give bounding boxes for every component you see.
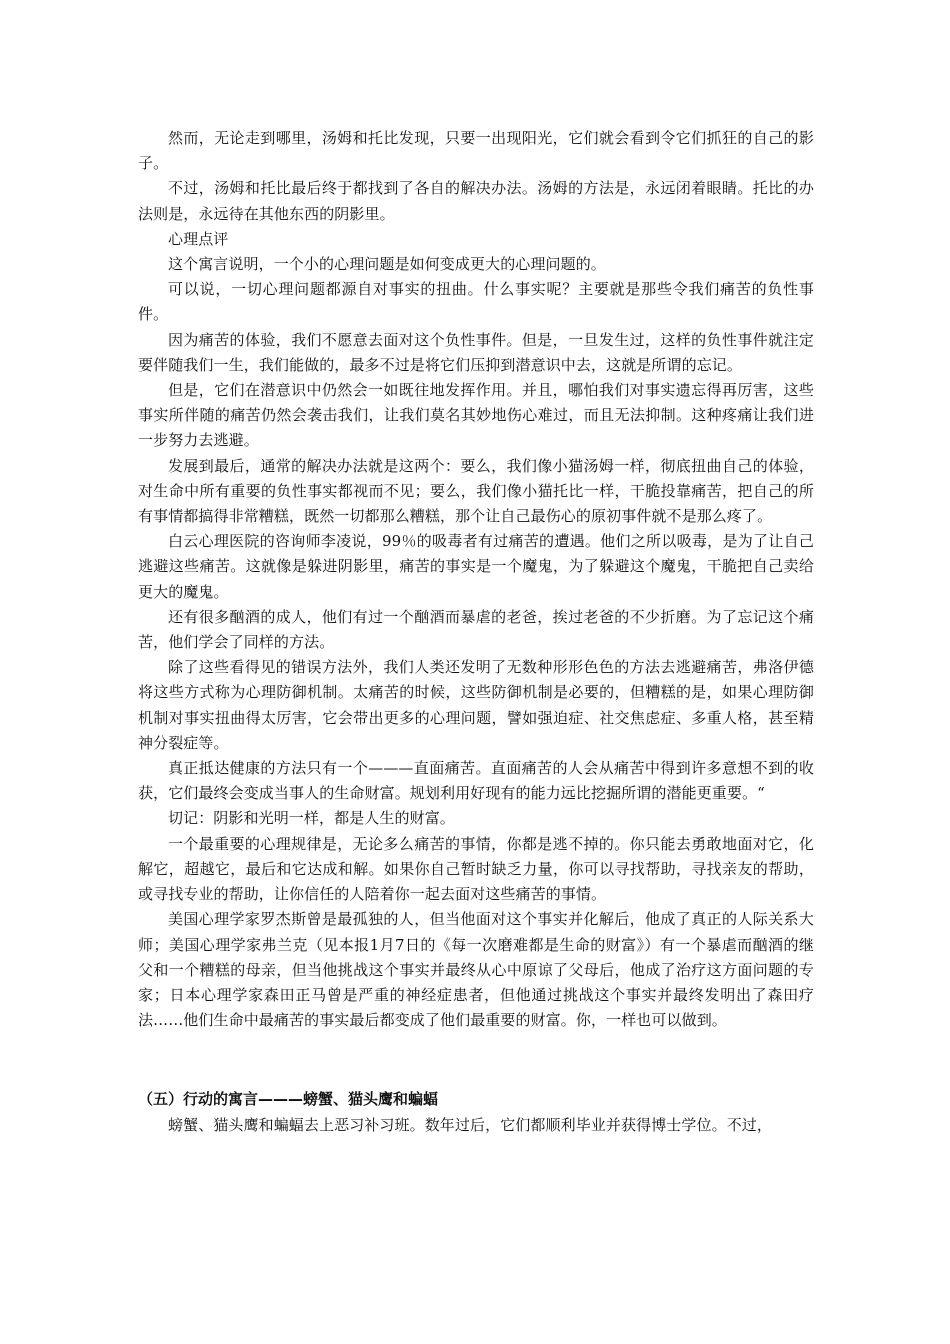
paragraph: 一个最重要的心理规律是，无论多么痛苦的事情，你都是逃不掉的。你只能去勇敢地面对它，化解它，超越它，最后和它达成和解。如果你自己暂时缺乏力量，你可以寻找帮助，寻找亲友的帮助，或寻找专业的帮助，让你信任的人陪着你一起去面对这些痛苦的事情。 — [138, 834, 814, 904]
paragraph: 但是，它们在潜意识中仍然会一如既往地发挥作用。并且，哪怕我们对事实遗忘得再厉害，这些事实所伴随的痛苦仍然会袭击我们，让我们莫名其妙地伤心难过，而且无法抑制。这种疼痛让我们进一步努力去逃避。 — [138, 381, 814, 450]
paragraph: 白云心理医院的咨询师李凌说，99％的吸毒者有过痛苦的遭遇。他们之所以吸毒，是为了让自己逃避这些痛苦。这就像是躲进阴影里，痛苦的事实是一个魔鬼，为了躲避这个魔鬼，干脆把自己卖给更大的魔鬼。 — [138, 532, 814, 601]
paragraph: 真正抵达健康的方法只有一个———直面痛苦。直面痛苦的人会从痛苦中得到许多意想不到的收获，它们最终会变成当事人的生命财富。规划利用好现有的能力远比挖掘所谓的潜能更重要。“ — [138, 759, 814, 803]
paragraph: 除了这些看得见的错误方法外，我们人类还发明了无数种形形色色的方法去逃避痛苦，弗洛伊德将这些方式称为心理防御机制。太痛苦的时候，这些防御机制是必要的，但糟糕的是，如果心理防御机制对事实扭曲得太厉害，它会带出更多的心理问题，譬如强迫症、社交焦虑症、多重人格，甚至精神分裂症等。 — [138, 658, 814, 752]
paragraph: 因为痛苦的体验，我们不愿意去面对这个负性事件。但是，一旦发生过，这样的负性事件就注定要伴随我们一生，我们能做的，最多不过是将它们压抑到潜意识中去，这就是所谓的忘记。 — [138, 330, 814, 374]
paragraph: 不过，汤姆和托比最后终于都找到了各自的解决办法。汤姆的方法是，永远闭着眼睛。托比的办法则是，永远待在其他东西的阴影里。 — [138, 179, 814, 223]
subheading-psych-review: 心理点评 — [168, 229, 229, 248]
section-spacer — [138, 1033, 814, 1087]
paragraph: 螃蟹、猫头鹰和蝙蝠去上恶习补习班。数年过后，它们都顺利毕业并获得博士学位。不过， — [168, 1115, 773, 1134]
paragraph: 可以说，一切心理问题都源自对事实的扭曲。什么事实呢？主要就是那些令我们痛苦的负性事件。 — [138, 280, 814, 324]
paragraph: 美国心理学家罗杰斯曾是最孤独的人，但当他面对这个事实并化解后，他成了真正的人际关系大师；美国心理学家弗兰克（见本报1月7日的《每一次磨难都是生命的财富》）有一个暴虐而酗酒的继父和一个糟糕的母亲，但当他挑战这个事实并最终从心中原谅了父母后，他成了治疗这方面问题的专家；日本心理学家森田正马曾是严重的神经症患者，但他通过挑战这个事实并最终发明出了森田疗法……他们生命中最痛苦的事实最后都变成了他们最重要的财富。你，一样也可以做到。 — [138, 910, 814, 1030]
document-page — [138, 126, 814, 1138]
paragraph: 切记：阴影和光明一样，都是人生的财富。 — [168, 809, 455, 828]
section-heading: （五）行动的寓言———螃蟹、猫头鹰和蝙蝠 — [138, 1090, 439, 1109]
paragraph: 这个寓言说明，一个小的心理问题是如何变成更大的心理问题的。 — [168, 255, 606, 274]
paragraph: 还有很多酗酒的成人，他们有过一个酗酒而暴虐的老爸，挨过老爸的不少折磨。为了忘记这个痛苦，他们学会了同样的方法。 — [138, 607, 814, 652]
paragraph: 然而，无论走到哪里，汤姆和托比发现，只要一出现阳光，它们就会看到令它们抓狂的自己的影子。 — [138, 129, 814, 173]
paragraph: 发展到最后，通常的解决办法就是这两个：要么，我们像小猫汤姆一样，彻底扭曲自己的体验，对生命中所有重要的负性事实都视而不见；要么，我们像小猫托比一样，干脆投靠痛苦，把自己的所有事情都搞得非常糟糕，既然一切都那么糟糕，那个让自己最伤心的原初事件就不是那么疼了。 — [138, 456, 814, 526]
